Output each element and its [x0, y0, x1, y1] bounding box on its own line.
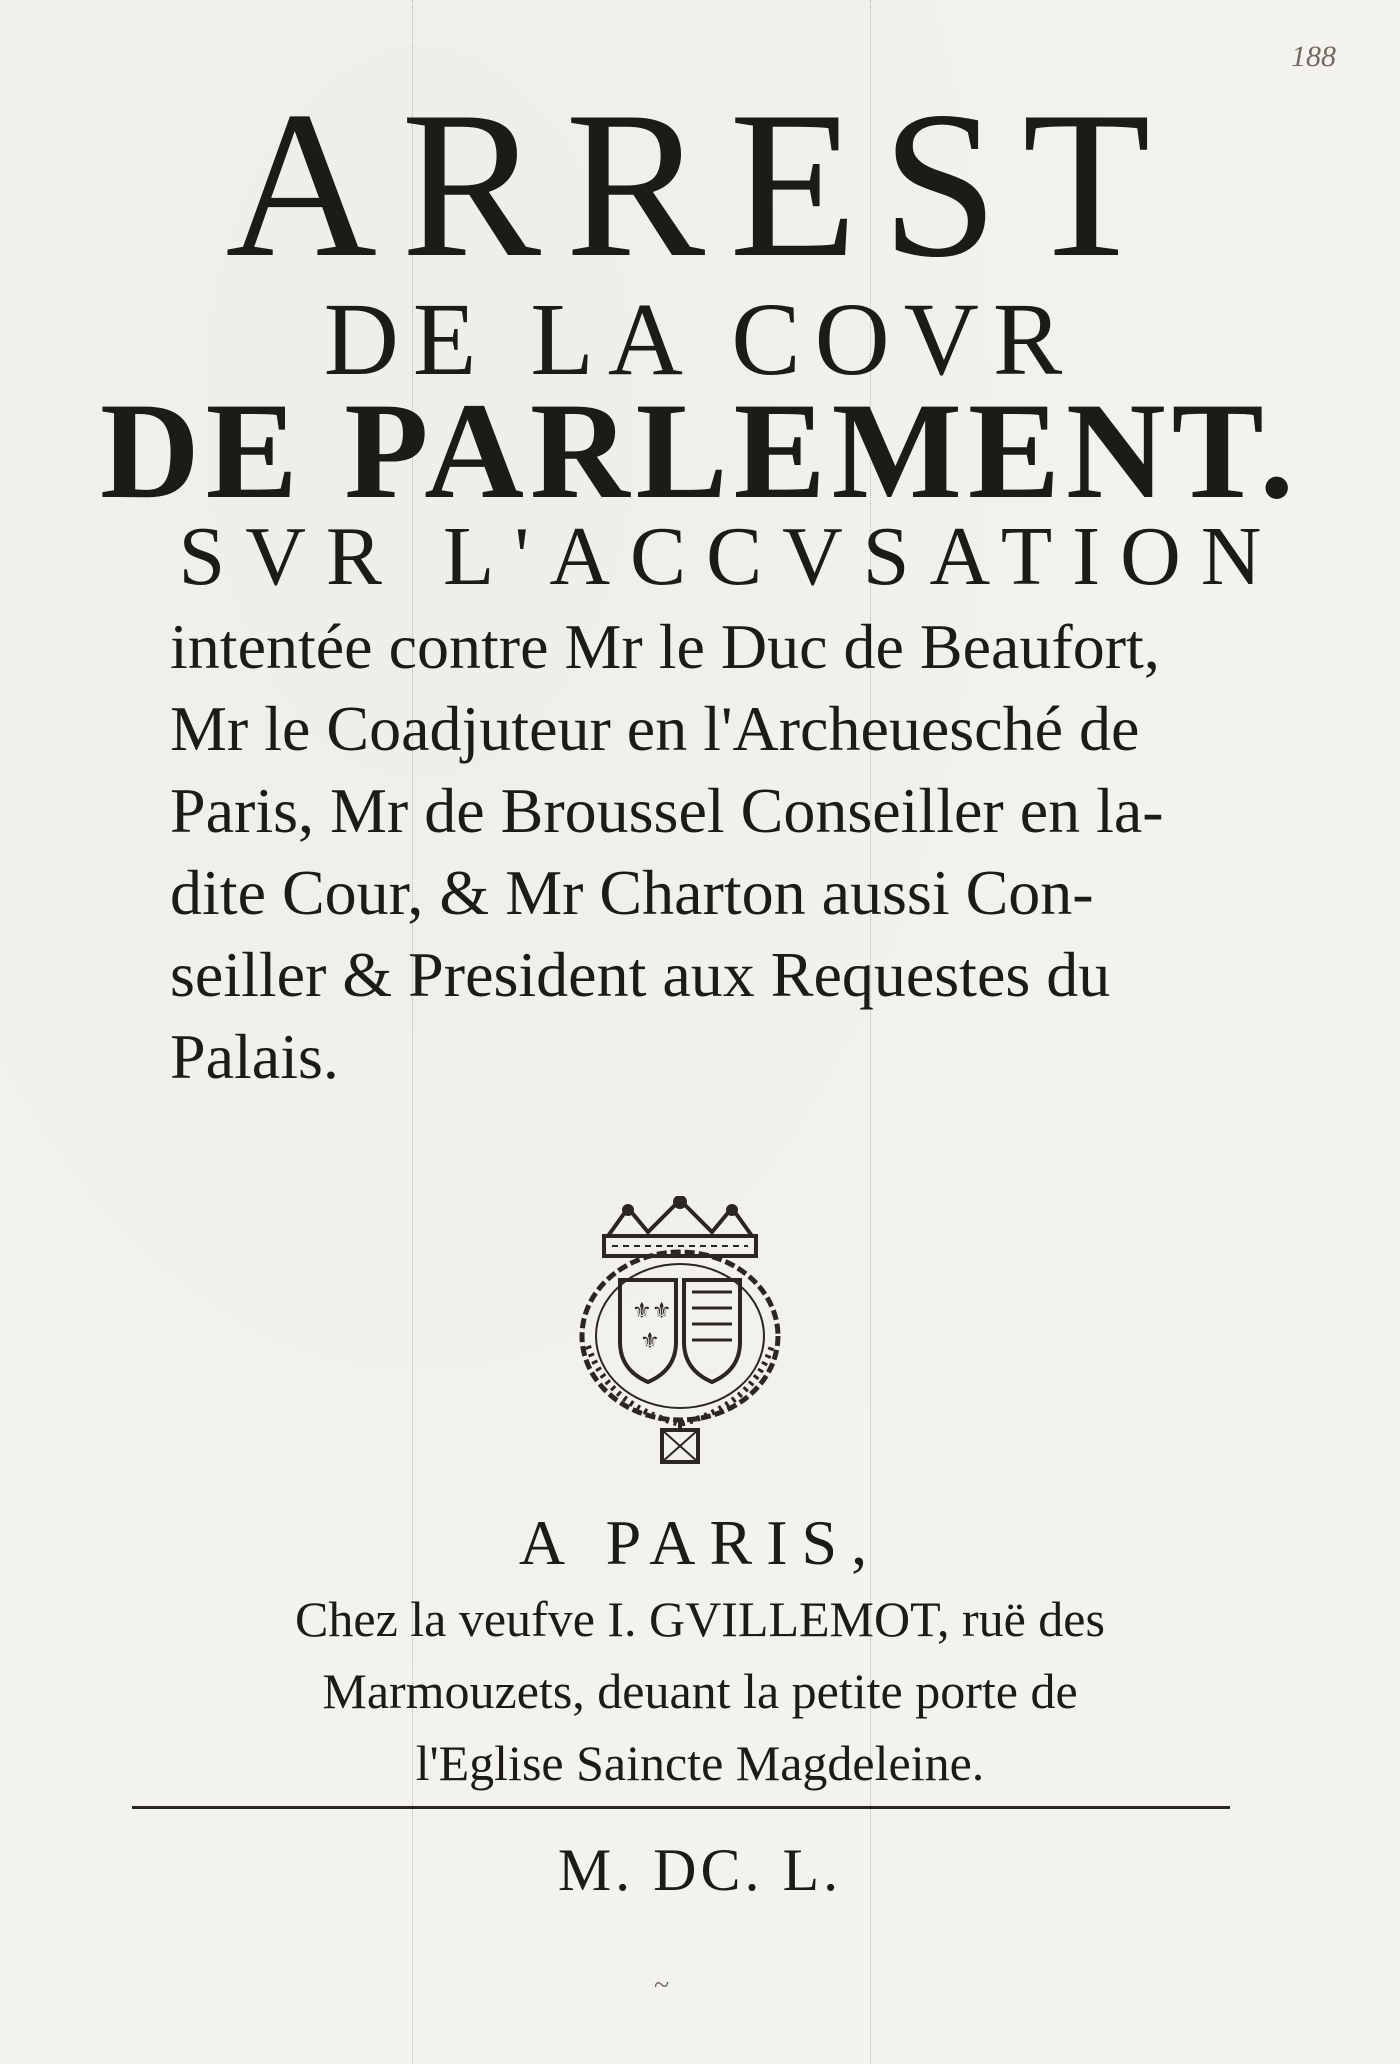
text-line: seiller & President aux Requestes du [170, 939, 1111, 1010]
imprint-place: A PARIS, [518, 1507, 882, 1578]
text-line: Mr le Coadjuteur en l'Archeuesché de [170, 693, 1140, 764]
svg-text:⚜⚜: ⚜⚜ [632, 1299, 672, 1324]
svg-text:⚜: ⚜ [640, 1329, 660, 1354]
imprint-address: Marmouzets, deuant la petite porte de [322, 1663, 1078, 1719]
imprint-church: l'Eglise Saincte Magdeleine. [415, 1735, 985, 1791]
title-sur-accusation: SVR L'ACCVSATION [178, 510, 1282, 603]
title-de-parlement: DE PARLEMENT. [100, 374, 1300, 527]
imprint-printer: Chez la veufve I. GVILLEMOT, ruë des [295, 1591, 1105, 1647]
royal-coat-of-arms-icon [568, 1196, 792, 1464]
folio-number: 188 [1291, 40, 1336, 73]
divider [132, 1806, 1230, 1809]
publication-year: M. DC. L. [557, 1837, 843, 1903]
text-line: intentée contre Mr le Duc de Beaufort, [170, 611, 1160, 682]
text-line: Paris, Mr de Broussel Conseiller en la- [170, 775, 1164, 846]
ornament-icon: ~ [654, 1970, 670, 2001]
title-arrest: ARREST [225, 69, 1175, 301]
accusation-text [170, 606, 1330, 1098]
title-de-la-cour: DE LA COVR [323, 282, 1077, 397]
text-line: Palais. [170, 1021, 339, 1092]
text-line: dite Cour, & Mr Charton aussi Con- [170, 857, 1094, 928]
